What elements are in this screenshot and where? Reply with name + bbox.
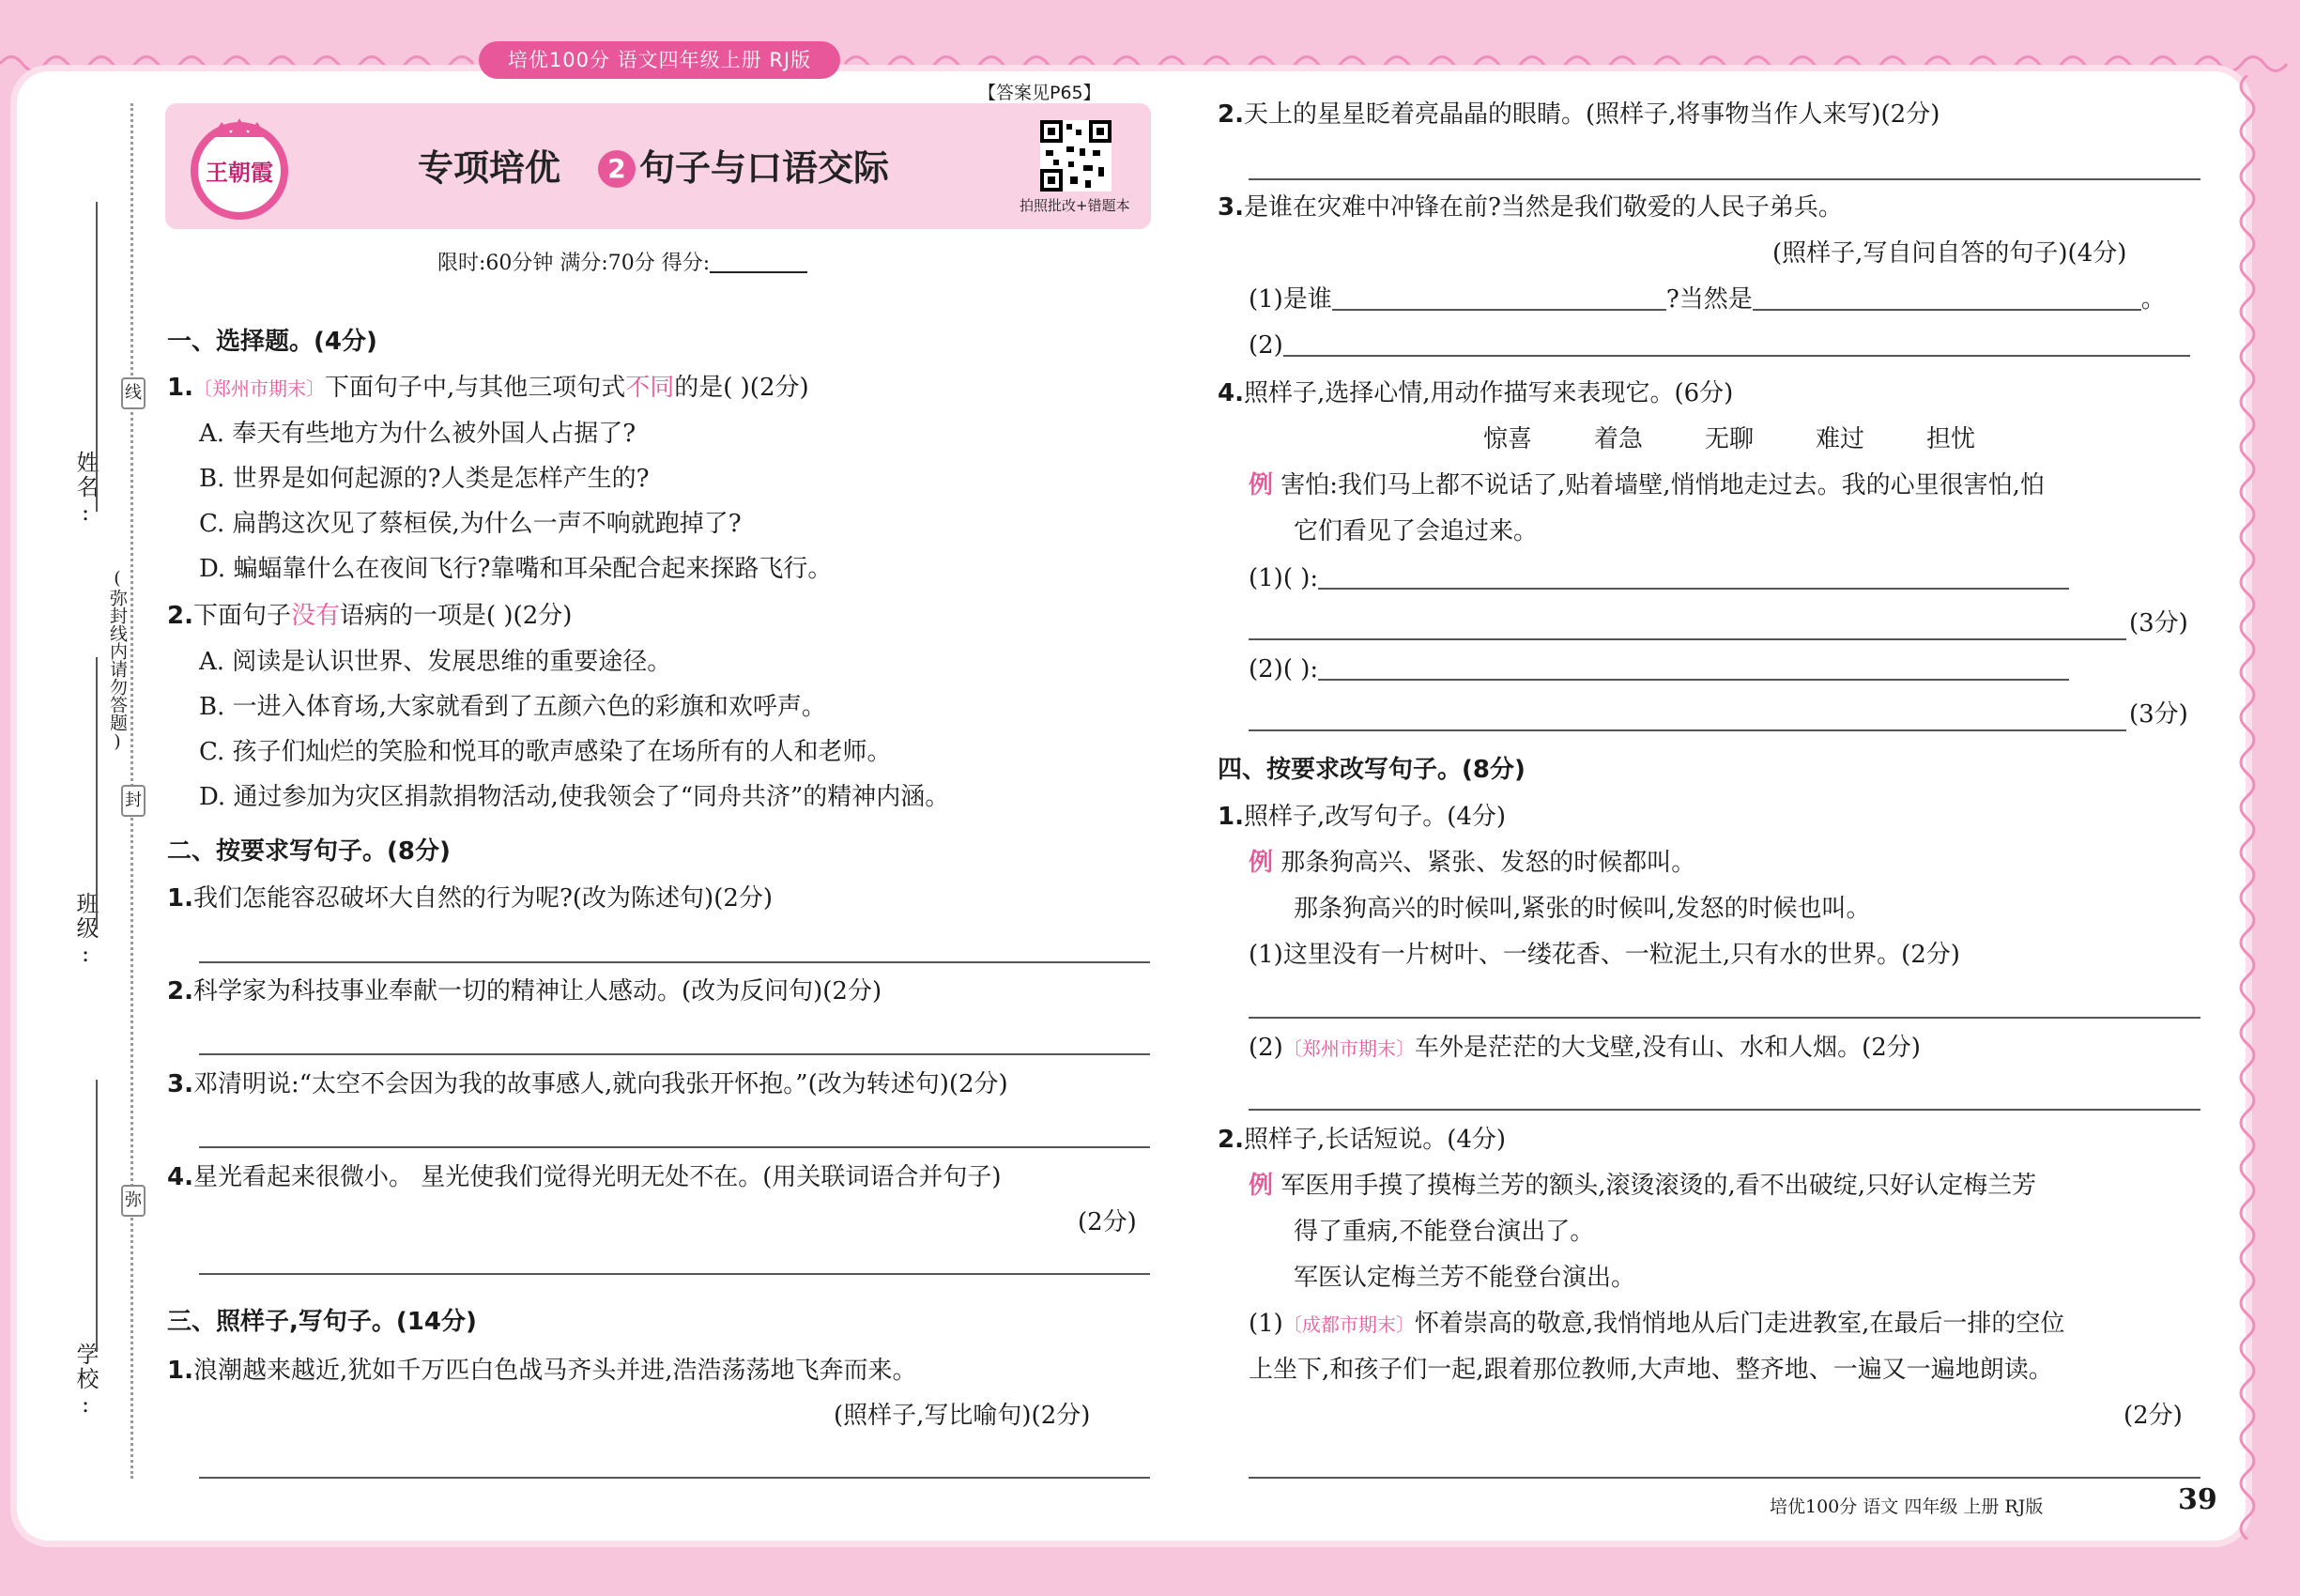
q4-2-part-1 [1249,1309,2064,1340]
q4-1-example-line-2: 那条狗高兴的时候叫,紧张的时候叫,发怒的时候也叫。 [1294,895,1871,923]
q4-2-p1-label: (1) [1249,1310,1283,1338]
q1-2-option-d[interactable]: D. 通过参加为灾区捐款捐物活动,使我领会了“同舟共济”的精神内涵。 [199,783,950,811]
answer-line[interactable] [199,1273,1150,1275]
q1-2-prompt [167,601,572,631]
mood-word: 担忧 [1926,425,1976,453]
banner-number-badge: 2 [598,150,636,188]
binding-warning: (弥封线内请勿答题) [107,568,128,752]
time-score-line [437,247,807,276]
q2-3-text: 邓清明说:“太空不会因为我的故事感人,就向我张开怀抱。”(改为转述句)(2分) [192,1070,1008,1098]
q1-1-option-b[interactable]: B. 世界是如何起源的?人类是怎样产生的? [199,465,650,493]
q-number: 1. [167,374,193,402]
limits-text: 限时:60分钟 满分:70分 得分: [437,252,711,275]
q3-4-a1-score: (3分) [2129,609,2188,637]
q1-1-highlight: 不同 [625,374,675,402]
answer-line[interactable] [1249,1477,2200,1479]
answer-line[interactable] [1249,729,2126,731]
q-number: 1. [1218,803,1244,831]
q4-2-example-line-3: 军医认定梅兰芳不能登台演出。 [1294,1264,1636,1292]
q4-1-example-line-1 [1249,848,1695,878]
q2-1-prompt [167,883,773,913]
logo-text: 王朝霞 [206,159,273,186]
q3-4-text: 照样子,选择心情,用动作描写来表现它。(6分) [1243,379,1734,407]
answer-line[interactable] [1249,638,2126,640]
mood-word: 惊喜 [1483,425,1533,453]
mood-word: 难过 [1816,425,1865,453]
q-number: 2. [167,602,193,630]
q3-3-answer-2 [1249,330,2190,361]
banner-title [418,139,889,191]
seal-box-mi: 弥 [121,1185,146,1217]
score-blank[interactable] [710,251,807,273]
example-mark: 例 [1249,471,1274,499]
q1-2-option-c[interactable]: C. 孩子们灿烂的笑脸和悦耳的歌声感染了在场所有的人和老师。 [199,738,892,766]
q1-1-option-c[interactable]: C. 扁鹊这次见了蔡桓侯,为什么一声不响就跑掉了? [199,510,742,538]
answer-line[interactable] [199,1477,1150,1479]
answer-line[interactable] [1249,178,2200,180]
q1-1-prompt [167,373,809,404]
answer-blank[interactable] [1753,284,2141,311]
q4-1-part-2 [1249,1033,1921,1064]
source-tag: 〔郑州市期末〕 [1282,1037,1415,1060]
q1-2-text-post: 语病的一项是( )(2分) [340,602,573,630]
answer-line[interactable] [199,1146,1150,1148]
q3-4-a2-score: (3分) [2129,700,2188,729]
section-2-heading: 二、按要求写句子。(8分) [167,837,451,866]
q-number: 2. [1218,1126,1244,1154]
q3-4-answer-1 [1249,563,2069,593]
source-tag: 〔郑州市期末〕 [192,377,325,400]
school-label: 学校: [72,1343,99,1420]
q-number: 1. [167,1357,193,1385]
q3-3-prompt [1218,192,1843,223]
school-field[interactable] [96,1080,98,1352]
section-3-heading: 三、照样子,写句子。(14分) [167,1308,477,1336]
q2-1-text: 我们怎能容忍破坏大自然的行为呢?(改为陈述句)(2分) [192,884,774,913]
q3-4-answer-2 [1249,654,2069,684]
answer-reference: 【答案见P65】 [978,83,1101,103]
q-number: 2. [1218,100,1244,129]
q1-1-text-pre: 下面句子中,与其他三项句式 [324,374,626,402]
q1-2-highlight: 没有 [290,602,340,630]
q2-4-text: 星光看起来很微小。 星光使我们觉得光明无处不在。(用关联词语合并句子) [192,1163,1002,1191]
seal-box-line: 线 [121,377,146,409]
q-number: 4. [167,1163,193,1191]
q3-4-a1-label: (1)( ): [1249,564,1319,592]
q4-1-prompt [1218,802,1506,832]
q1-2-text-pre: 下面句子 [192,602,291,630]
source-tag: 〔成都市期末〕 [1282,1313,1415,1336]
q2-2-prompt [167,976,882,1006]
q4-2-part-1-cont: 上坐下,和孩子们一起,跟着那位教师,大声地、整齐地、一遍又一遍地朗读。 [1249,1356,2053,1384]
seal-box-seal: 封 [121,785,146,817]
mood-word: 无聊 [1705,425,1755,453]
q3-4-example-text: 害怕:我们马上都不说话了,贴着墙壁,悄悄地走过去。我的心里很害怕,怕 [1280,471,2045,499]
q3-1-prompt [167,1356,917,1386]
q-number: 4. [1218,379,1244,407]
answer-blank[interactable] [1283,330,2190,357]
q4-2-example-line-2: 得了重病,不能登台演出了。 [1294,1218,1595,1246]
class-field[interactable] [96,657,98,929]
q4-2-text: 照样子,长话短说。(4分) [1243,1126,1507,1154]
answer-line[interactable] [1249,1109,2200,1111]
q1-1-option-a[interactable]: A. 奉天有些地方为什么被外国人占据了? [199,420,636,448]
q-number: 3. [167,1070,193,1098]
q3-1-text: 浪潮越来越近,犹如千万匹白色战马齐头并进,浩浩荡荡地飞奔而来。 [192,1357,917,1385]
answer-line[interactable] [199,961,1150,963]
right-wave-border [2231,75,2264,1540]
q3-4-example-line-1 [1249,470,2045,500]
q4-2-prompt [1218,1125,1506,1155]
footer-text: 培优100分 语文 四年级 上册 RJ版 [1770,1496,2044,1517]
q1-2-option-b[interactable]: B. 一进入体育场,大家就看到了五颜六色的彩旗和欢呼声。 [199,693,826,721]
banner-subtitle: 句子与口语交际 [639,147,890,189]
name-field[interactable] [96,202,98,512]
q4-2-p1-text: 怀着崇高的敬意,我悄悄地从后门走进教室,在最后一排的空位 [1414,1310,2065,1338]
q3-3-a2-label: (2) [1249,331,1283,360]
q2-4-score: (2分) [1078,1208,1137,1236]
q3-3-answer-1 [1249,284,2166,315]
qr-caption: 拍照批改+错题本 [1020,197,1130,214]
q2-4-prompt [167,1162,1002,1192]
q1-1-text-post: 的是( )(2分) [674,374,809,402]
q-number: 3. [1218,193,1244,222]
answer-blank[interactable] [1318,654,2069,681]
class-label: 班级: [72,892,99,969]
answer-line[interactable] [199,1053,1150,1055]
q4-1-example-text: 那条狗高兴、紧张、发怒的时候都叫。 [1280,849,1696,877]
example-mark: 例 [1249,1172,1274,1200]
q4-1-p2-label: (2) [1249,1034,1283,1062]
q1-1-option-d[interactable]: D. 蝙蝠靠什么在夜间飞行?靠嘴和耳朵配合起来探路飞行。 [199,555,833,583]
example-mark: 例 [1249,849,1274,877]
q4-2-example-line-1 [1249,1171,2036,1201]
q3-2-prompt [1218,100,1940,130]
q-number: 1. [167,884,193,913]
q2-3-prompt [167,1069,1008,1099]
q3-3-text: 是谁在灾难中冲锋在前?当然是我们敬爱的人民子弟兵。 [1243,193,1843,222]
q2-2-text: 科学家为科技事业奉献一切的精神让人感动。(改为反问句)(2分) [192,977,882,1005]
q-number: 2. [167,977,193,1005]
answer-blank[interactable] [1332,284,1666,311]
q4-1-text: 照样子,改写句子。(4分) [1243,803,1507,831]
q3-1-requirement: (照样子,写比喻句)(2分) [834,1402,1091,1430]
q4-2-p1-score: (2分) [2124,1402,2183,1430]
q3-3-a1-label: (1)是谁 [1249,285,1332,314]
mood-word: 着急 [1594,425,1644,453]
q3-4-prompt [1218,378,1733,408]
q4-1-part-1: (1)这里没有一片树叶、一缕花香、一粒泥土,只有水的世界。(2分) [1249,941,1960,969]
page-number: 39 [2178,1483,2217,1516]
qr-code-icon [1040,120,1112,192]
answer-line[interactable] [1249,1017,2200,1019]
q3-4-a2-label: (2)( ): [1249,655,1319,683]
banner-title-main: 专项培优 [418,147,561,189]
name-label: 姓名: [72,451,99,528]
q3-2-text: 天上的星星眨着亮晶晶的眼睛。(照样子,将事物当作人来写)(2分) [1243,100,1940,129]
q3-3-a1-end: 。 [2140,285,2166,314]
q4-1-p2-text: 车外是茫茫的大戈壁,没有山、水和人烟。(2分) [1414,1034,1921,1062]
q3-3-requirement: (照样子,写自问自答的句子)(4分) [1772,239,2127,268]
brand-logo [184,109,295,223]
q4-2-example-text: 军医用手摸了摸梅兰芳的额头,滚烫滚烫的,看不出破绽,只好认定梅兰芳 [1280,1172,2037,1200]
q3-3-a1-mid: ?当然是 [1665,285,1753,314]
section-4-heading: 四、按要求改写句子。(8分) [1218,756,1526,784]
header-series-pill: 培优100分 语文四年级上册 RJ版 [479,41,840,79]
answer-blank[interactable] [1318,563,2069,590]
q3-4-example-line-2: 它们看见了会追过来。 [1294,517,1539,545]
q1-2-option-a[interactable]: A. 阅读是认识世界、发展思维的重要途径。 [199,648,672,676]
section-1-heading: 一、选择题。(4分) [167,328,377,356]
